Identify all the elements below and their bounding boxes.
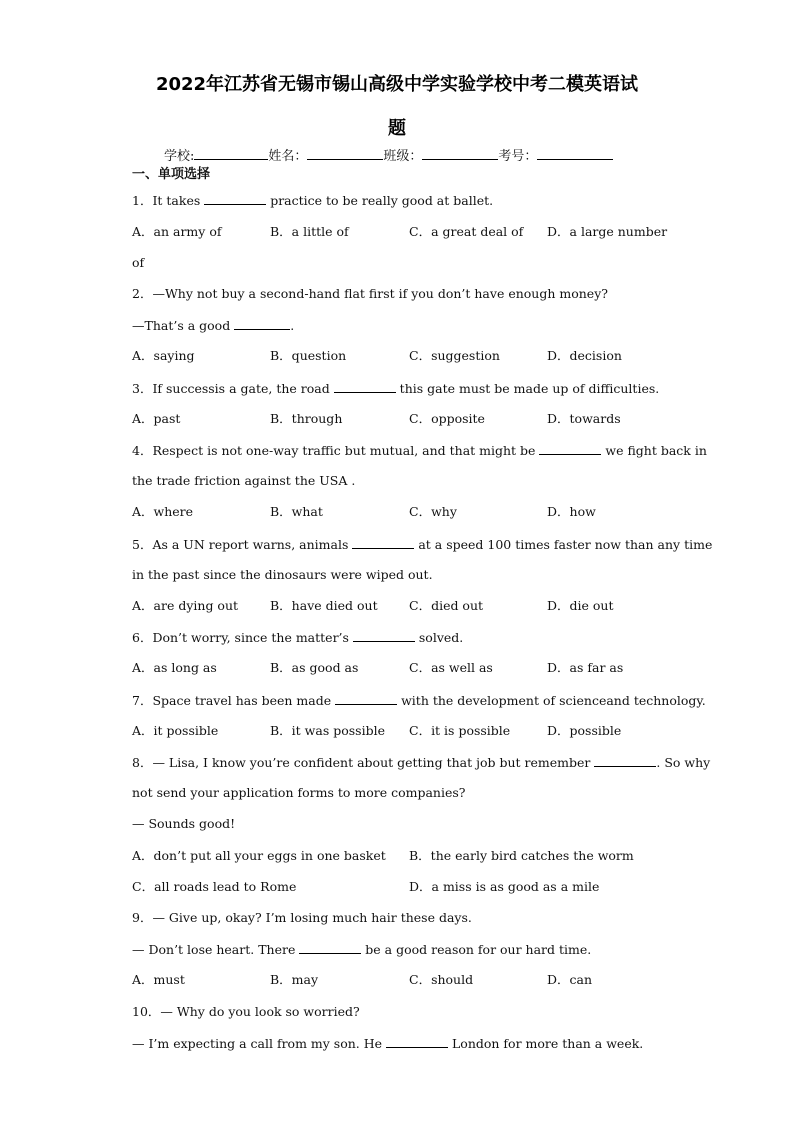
exam-title-line1: 2022年江苏省无锡市锡山高级中学实验学校中考二模英语试 <box>155 74 639 95</box>
option-c[interactable]: C．why <box>409 504 457 519</box>
student-info-line <box>164 145 613 164</box>
answer-blank[interactable] <box>204 192 266 205</box>
option-c[interactable]: C．died out <box>409 598 484 613</box>
school-blank[interactable] <box>194 146 268 160</box>
question-8: 8．— Lisa, I know you’re confident about getting that job but remember . So why <box>132 755 711 770</box>
option-b[interactable]: B．the early bird catches the worm <box>409 848 634 863</box>
question-9: 9．— Give up, okay? I’m losing much hair these days. <box>132 910 472 925</box>
question-2-response: —That’s a good . <box>132 318 295 333</box>
option-b[interactable]: B．through <box>270 411 343 426</box>
exam-title-line2: 题 <box>388 118 406 139</box>
question-7: 7．Space travel has been made with the development of scienceand technology. <box>132 693 706 708</box>
option-c[interactable]: C．as well as <box>409 660 493 675</box>
option-d[interactable]: D．can <box>547 972 593 987</box>
option-d[interactable]: D．how <box>547 504 596 519</box>
section-heading: 一、单项选择 <box>132 167 211 182</box>
question-10: 10．— Why do you look so worried? <box>132 1004 360 1019</box>
option-a[interactable]: A．don’t put all your eggs in one basket <box>132 848 386 863</box>
option-d[interactable]: D．as far as <box>547 660 624 675</box>
answer-blank[interactable] <box>234 317 290 330</box>
answer-blank[interactable] <box>386 1035 448 1048</box>
school-label: 学校: <box>164 149 195 164</box>
answer-blank[interactable] <box>594 754 656 767</box>
name-label: 姓名： <box>268 149 308 164</box>
question-4: 4．Respect is not one-way traffic but mutual, and that might be we fight back in <box>132 443 707 458</box>
option-c[interactable]: C．a great deal of <box>409 224 524 239</box>
option-a[interactable]: A．it possible <box>132 723 219 738</box>
answer-blank[interactable] <box>335 692 397 705</box>
option-a[interactable]: A．are dying out <box>132 598 239 613</box>
option-a[interactable]: A．past <box>132 411 181 426</box>
option-c[interactable]: C．all roads lead to Rome <box>132 879 297 894</box>
option-b[interactable]: B．it was possible <box>270 723 385 738</box>
answer-blank[interactable] <box>352 536 414 549</box>
option-a[interactable]: A．where <box>132 504 194 519</box>
question-2: 2．—Why not buy a second-hand flat first if you don’t have enough money? <box>132 286 608 301</box>
question-1: 1．It takes practice to be really good at ballet. <box>132 193 494 208</box>
answer-blank[interactable] <box>334 380 396 393</box>
question-5: 5．As a UN report warns, animals at a speed 100 times faster now than any time <box>132 537 713 552</box>
option-a[interactable]: A．an army of <box>132 224 222 239</box>
question-6: 6．Don’t worry, since the matter’s solved. <box>132 630 464 645</box>
option-c[interactable]: C．opposite <box>409 411 485 426</box>
question-5-continued: in the past since the dinosaurs were wiped out. <box>132 567 433 582</box>
question-8-response: — Sounds good! <box>132 816 236 831</box>
option-d[interactable]: D．possible <box>547 723 622 738</box>
option-d[interactable]: D．decision <box>547 348 622 363</box>
class-label: 班级： <box>383 149 423 164</box>
option-a[interactable]: A．as long as <box>132 660 217 675</box>
answer-blank[interactable] <box>299 941 361 954</box>
answer-blank[interactable] <box>353 629 415 642</box>
option-d-wrap: of <box>132 255 145 270</box>
option-d[interactable]: D．die out <box>547 598 614 613</box>
question-10-response: — I’m expecting a call from my son. He London for more than a week. <box>132 1036 644 1051</box>
question-3: 3．If successis a gate, the road this gate must be made up of difficulties. <box>132 381 660 396</box>
option-c[interactable]: C．should <box>409 972 474 987</box>
question-9-response: — Don’t lose heart. There be a good reason for our hard time. <box>132 942 592 957</box>
option-a[interactable]: A．must <box>132 972 185 987</box>
option-d[interactable]: D．towards <box>547 411 621 426</box>
exam-no-blank[interactable] <box>537 146 613 160</box>
question-8-continued: not send your application forms to more companies? <box>132 785 466 800</box>
option-b[interactable]: B．question <box>270 348 347 363</box>
option-c[interactable]: C．it is possible <box>409 723 511 738</box>
question-4-continued: the trade friction against the USA . <box>132 473 356 488</box>
option-b[interactable]: B．what <box>270 504 323 519</box>
option-b[interactable]: B．a little of <box>270 224 349 239</box>
option-a[interactable]: A．saying <box>132 348 195 363</box>
option-d[interactable]: D．a miss is as good as a mile <box>409 879 600 894</box>
option-b[interactable]: B．as good as <box>270 660 359 675</box>
option-c[interactable]: C．suggestion <box>409 348 500 363</box>
exam-no-label: 考号： <box>498 149 538 164</box>
answer-blank[interactable] <box>539 442 601 455</box>
option-d[interactable]: D．a large number <box>547 224 668 239</box>
name-blank[interactable] <box>307 146 383 160</box>
option-b[interactable]: B．may <box>270 972 319 987</box>
class-blank[interactable] <box>422 146 498 160</box>
option-b[interactable]: B．have died out <box>270 598 378 613</box>
